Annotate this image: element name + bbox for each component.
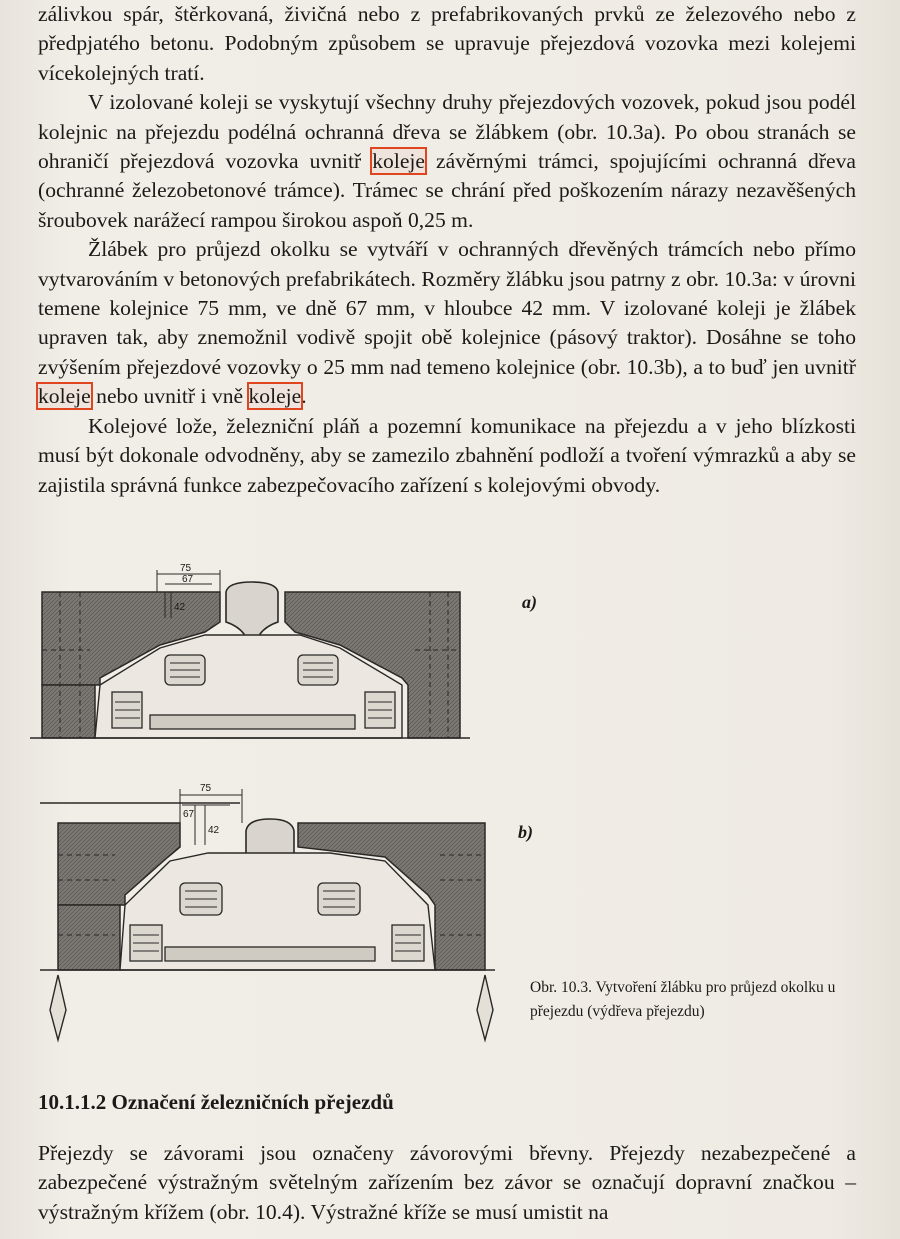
section-heading: 10.1.1.2 Označení železničních přejezdů	[38, 1090, 394, 1114]
paragraph-2-start: V izolované koleji se vyskytují všechny druhy přejezdových vozovek, pokud jsou podél kolejnic na přejezdu podélná ochranná dřeva se žlábkem (obr. 10.3a). Po obou stranách se ohraničí přejezdová vozovka uvnitř	[38, 90, 856, 174]
highlighted-word-koleje-2[interactable]: koleje	[38, 384, 91, 409]
paragraph-2-end: závěrnými trámci, spojujícími ochranná dřeva (ochranné železobetonové trámce). Trámec se chrání před poškozením nárazy nezavěšených šroubovek narážecí rampou širokou aspoň 0,25 m.	[38, 149, 857, 232]
paragraph-3-mid: nebo uvnitř i vně	[90, 384, 249, 409]
figure-label-a: a)	[522, 592, 537, 612]
highlighted-word-koleje-3[interactable]: koleje	[248, 384, 302, 409]
dim-b-67: 67	[183, 809, 195, 820]
dim-b-42: 42	[208, 825, 220, 836]
paragraph-2	[38, 88, 856, 235]
figure-caption: Obr. 10.3. Vytvoření žlábku pro průjezd okolku u přejezdu (výdřeva přejezdu)	[530, 979, 836, 1020]
paragraph-4: Kolejové lože, železniční pláň a pozemní komunikace na přejezdu a v jeho blízkosti musí být dokonale odvodněny, aby se zamezilo zbahnění podloží a tvoření výmrazků a aby se zajistila správná funkce zabezpečovacího zařízení s kolejovými obvody.	[38, 413, 856, 497]
body-text-bottom	[38, 1139, 856, 1227]
highlighted-word-koleje-1[interactable]: koleje	[372, 149, 426, 174]
figure-a-rail-cross-section	[30, 560, 480, 760]
dim-b-75: 75	[200, 783, 212, 794]
dim-a-75: 75	[180, 563, 192, 574]
body-text-top	[38, 0, 856, 500]
dim-a-42: 42	[174, 602, 186, 613]
figure-b-rail-cross-section	[30, 775, 500, 1045]
section-paragraph-1: Přejezdy se závorami jsou označeny závorovými břevny. Přejezdy nezabezpečené a zabezpečené výstražným světelným zařízením bez závor se označují dopravní značkou – výstražným křížem (obr. 10.4). Výstražné kříže se musí umistit na	[38, 1141, 856, 1224]
paragraph-3-start: Žlábek pro průjezd okolku se vytváří v ochranných dřevěných trámcích nebo přímo vytvarováním v betonových prefabrikátech. Rozměry žlábku jsou patrny z obr. 10.3a: v úrovni temene kolejnice 75 mm, ve dně 67 mm, v hloubce 42 mm. V izolované koleji je žlábek upraven tak, aby znemožnil vodivě spojit obě kolejnice (pásový traktor). Dosáhne se toho zvýšením přejezdové vozovky o 25 mm nad temeno kolejnice (obr. 10.3b), a to buď jen uvnitř	[38, 237, 856, 379]
paragraph-3	[38, 235, 856, 411]
dim-a-67: 67	[182, 574, 194, 585]
paragraph-1: zálivkou spár, štěrkovaná, živičná nebo z prefabrikovaných prvků ze železového nebo z předpjatého betonu. Podobným způsobem se upravuje přejezdová vozovka mezi kolejemi vícekolejných tratí.	[38, 2, 856, 85]
figure-label-b: b)	[518, 822, 533, 842]
paragraph-3-end: .	[301, 384, 307, 409]
